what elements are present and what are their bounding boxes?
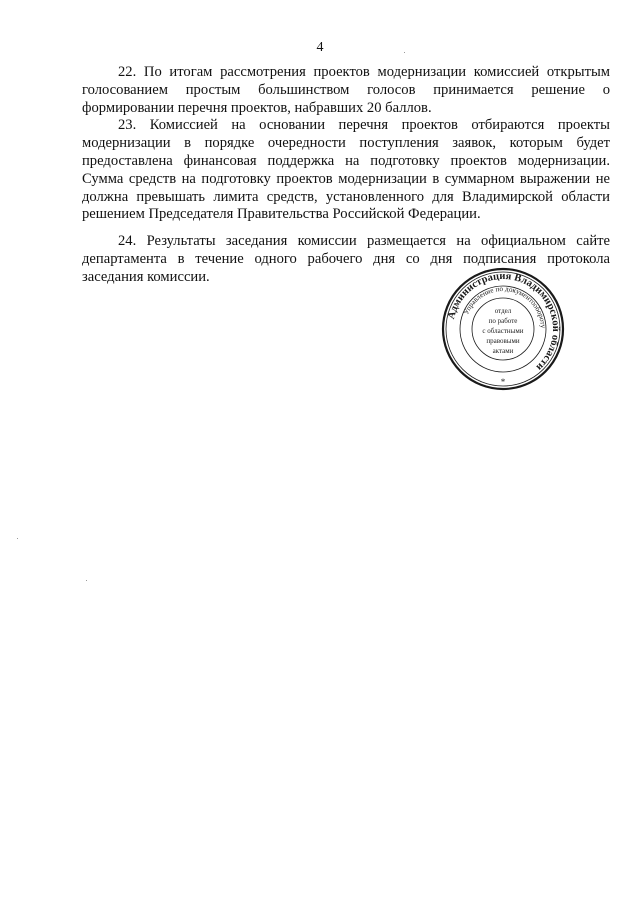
stamp-inner-text: Управление по документообороту (462, 284, 548, 329)
scan-speck (17, 538, 18, 539)
scan-speck (86, 580, 87, 581)
paragraph-23: 23. Комиссией на основании перечня проектов отбираются проекты модернизации в порядке очередности поступления заявок, которым будет предоставлена финансовая поддержка на подготовку проектов модернизации. Сумма средств на подготовку проектов модернизации в суммарном выражении не должна превышать лимита средств, установленного для Владимирской области решением Председателя Правительства Российской Федерации. (82, 117, 610, 223)
stamp-center-line-5: актами (492, 347, 514, 355)
paragraph-22: 22. По итогам рассмотрения проектов модернизации комиссией открытым голосованием простым большинством голосов принимается решение о формировании перечня проектов, набравших 20 баллов. (82, 64, 610, 116)
document-body (82, 64, 610, 287)
scan-speck (404, 52, 405, 53)
stamp-outer-text: Администрация Владимирской области (446, 270, 562, 373)
stamp-center-line-3: с областными (482, 327, 524, 335)
stamp-center-line-4: правовыми (486, 337, 520, 345)
official-stamp (440, 266, 566, 392)
stamp-seal-icon (440, 266, 566, 392)
page-number: 4 (316, 40, 324, 55)
stamp-star-icon: * (500, 377, 506, 387)
stamp-center-line-2: по работе (488, 317, 518, 325)
paragraph-24: 24. Результаты заседания комиссии размещается на официальном сайте департамента в течение одного рабочего дня со дня подписания протокола заседания комиссии. (82, 233, 610, 285)
stamp-center-line-1: отдел (494, 307, 512, 315)
